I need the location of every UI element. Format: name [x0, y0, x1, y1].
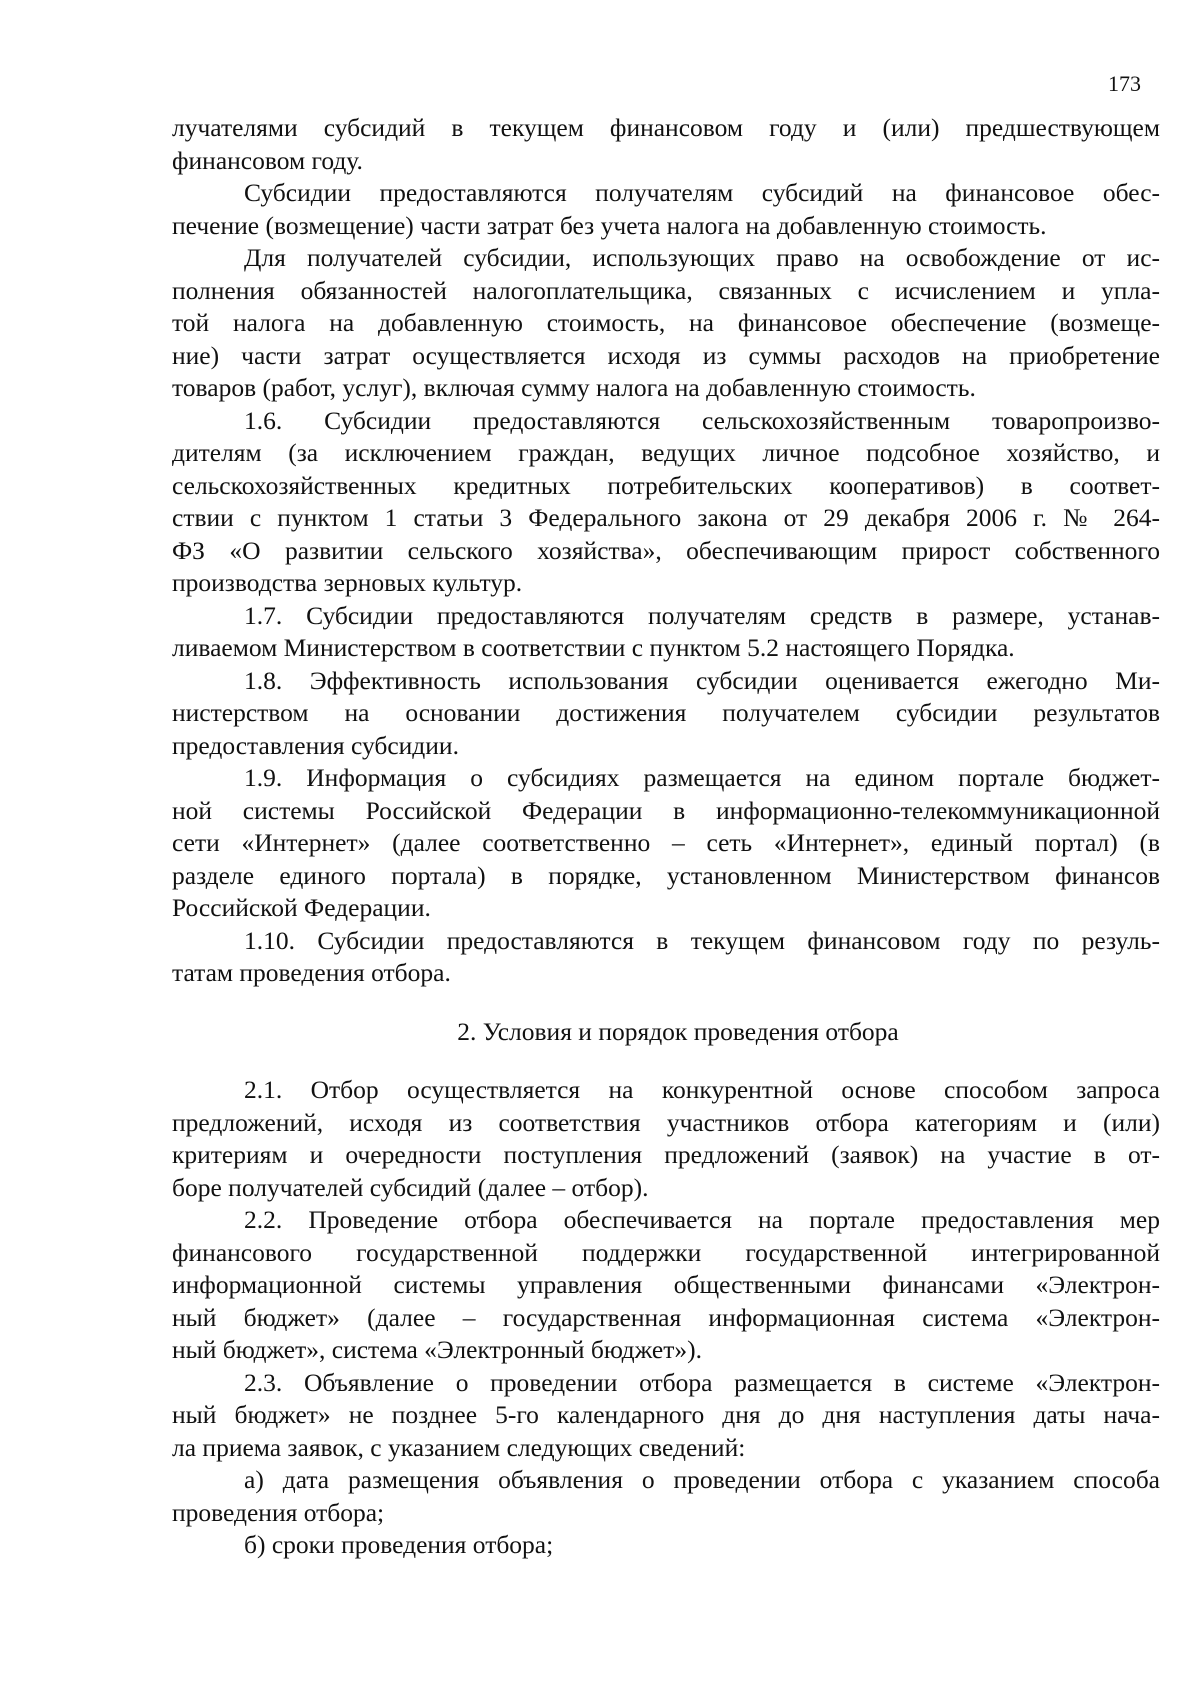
text-line: финансового государственной поддержки государственной интегрированной — [172, 1237, 1160, 1267]
text-line: ный бюджет» (далее – государственная информационная система «Электрон- — [172, 1302, 1160, 1332]
text-line: ние) части затрат осуществляется исходя из суммы расходов на приобретение — [172, 340, 1160, 370]
text-line: товаров (работ, услуг), включая сумму налога на добавленную стоимость. — [172, 373, 976, 402]
text-line: сети «Интернет» (далее соответственно – сеть «Интернет», единый портал) (в — [172, 828, 1160, 857]
text-line: ла приема заявок, с указанием следующих сведений: — [172, 1432, 746, 1462]
text-line: разделе единого портала) в порядке, установленном Министерством финансов — [172, 860, 1160, 890]
text-line: 1.8. Эффективность использования субсидии оценивается ежегодно Ми- — [244, 665, 1160, 695]
text-line: 2.3. Объявление о проведении отбора размещается в системе «Электрон- — [244, 1367, 1160, 1397]
text-line: полнения обязанностей налогоплательщика, связанных с исчислением и упла- — [172, 275, 1160, 305]
text-line: нистерством на основании достижения получателем субсидии результатов — [172, 698, 1160, 727]
text-line: 2.2. Проведение отбора обеспечивается на портале предоставления мер — [244, 1205, 1160, 1234]
text-line: ный бюджет», система «Электронный бюджет»). — [172, 1335, 702, 1364]
text-line: ной системы Российской Федерации в информационно-телекоммуникационной — [172, 795, 1160, 825]
text-line: а) дата размещения объявления о проведении отбора с указанием способа — [244, 1465, 1160, 1494]
text-line: лучателями субсидий в текущем финансовом году и (или) предшествующем — [172, 113, 1160, 142]
text-line: предложений, исходя из соответствия участников отбора категориям и (или) — [172, 1107, 1160, 1137]
text-line: дителям (за исключением граждан, ведущих личное подсобное хозяйство, и — [172, 438, 1160, 467]
text-line: 1.7. Субсидии предоставляются получателям средств в размере, устанав- — [244, 600, 1160, 630]
paragraphs-section-2 — [172, 1074, 1160, 1562]
section-heading: 2. Условия и порядок проведения отбора — [457, 1016, 899, 1046]
text-line: критериям и очередности поступления предложений (заявок) на участие в от- — [172, 1140, 1160, 1169]
text-line: ливаемом Министерством в соответствии с пунктом 5.2 настоящего Порядка. — [172, 633, 1015, 662]
document-body — [172, 112, 1160, 1562]
text-line: ный бюджет» не позднее 5-го календарного дня до дня наступления даты нача- — [172, 1400, 1160, 1429]
page-number: 173 — [1108, 71, 1141, 96]
text-line: 1.10. Субсидии предоставляются в текущем финансовом году по резуль- — [244, 925, 1160, 955]
text-line: финансовом году. — [172, 145, 363, 175]
text-line: той налога на добавленную стоимость, на финансовое обеспечение (возмеще- — [172, 308, 1160, 337]
text-line: Российской Федерации. — [172, 893, 431, 922]
text-line: проведения отбора; — [172, 1497, 385, 1527]
text-line: предоставления субсидии. — [172, 730, 459, 760]
text-line: печение (возмещение) части затрат без учета налога на добавленную стоимость. — [172, 210, 1047, 240]
paragraphs-section-1 — [172, 112, 1160, 990]
text-line: боре получателей субсидий (далее – отбор). — [172, 1172, 649, 1202]
text-line: б) сроки проведения отбора; — [244, 1530, 554, 1559]
text-line: 1.6. Субсидии предоставляются сельскохозяйственным товаропроизво- — [244, 405, 1160, 435]
text-line: информационной системы управления общественными финансами «Электрон- — [172, 1270, 1160, 1299]
text-line: Для получателей субсидии, использующих право на освобождение от ис- — [244, 243, 1160, 272]
text-line: 2.1. Отбор осуществляется на конкурентной основе способом запроса — [244, 1075, 1160, 1104]
text-line: ФЗ «О развитии сельского хозяйства», обеспечивающим прирост собственного — [172, 535, 1160, 565]
text-line: сельскохозяйственных кредитных потребительских кооперативов) в соответ- — [172, 470, 1160, 500]
text-line: ствии с пунктом 1 статьи 3 Федерального закона от 29 декабря 2006 г. № 264- — [172, 503, 1160, 532]
text-line: Субсидии предоставляются получателям субсидий на финансовое обес- — [244, 178, 1160, 207]
text-line: 1.9. Информация о субсидиях размещается на едином портале бюджет- — [244, 763, 1160, 792]
text-line: производства зерновых культур. — [172, 568, 523, 597]
text-line: татам проведения отбора. — [172, 958, 451, 987]
